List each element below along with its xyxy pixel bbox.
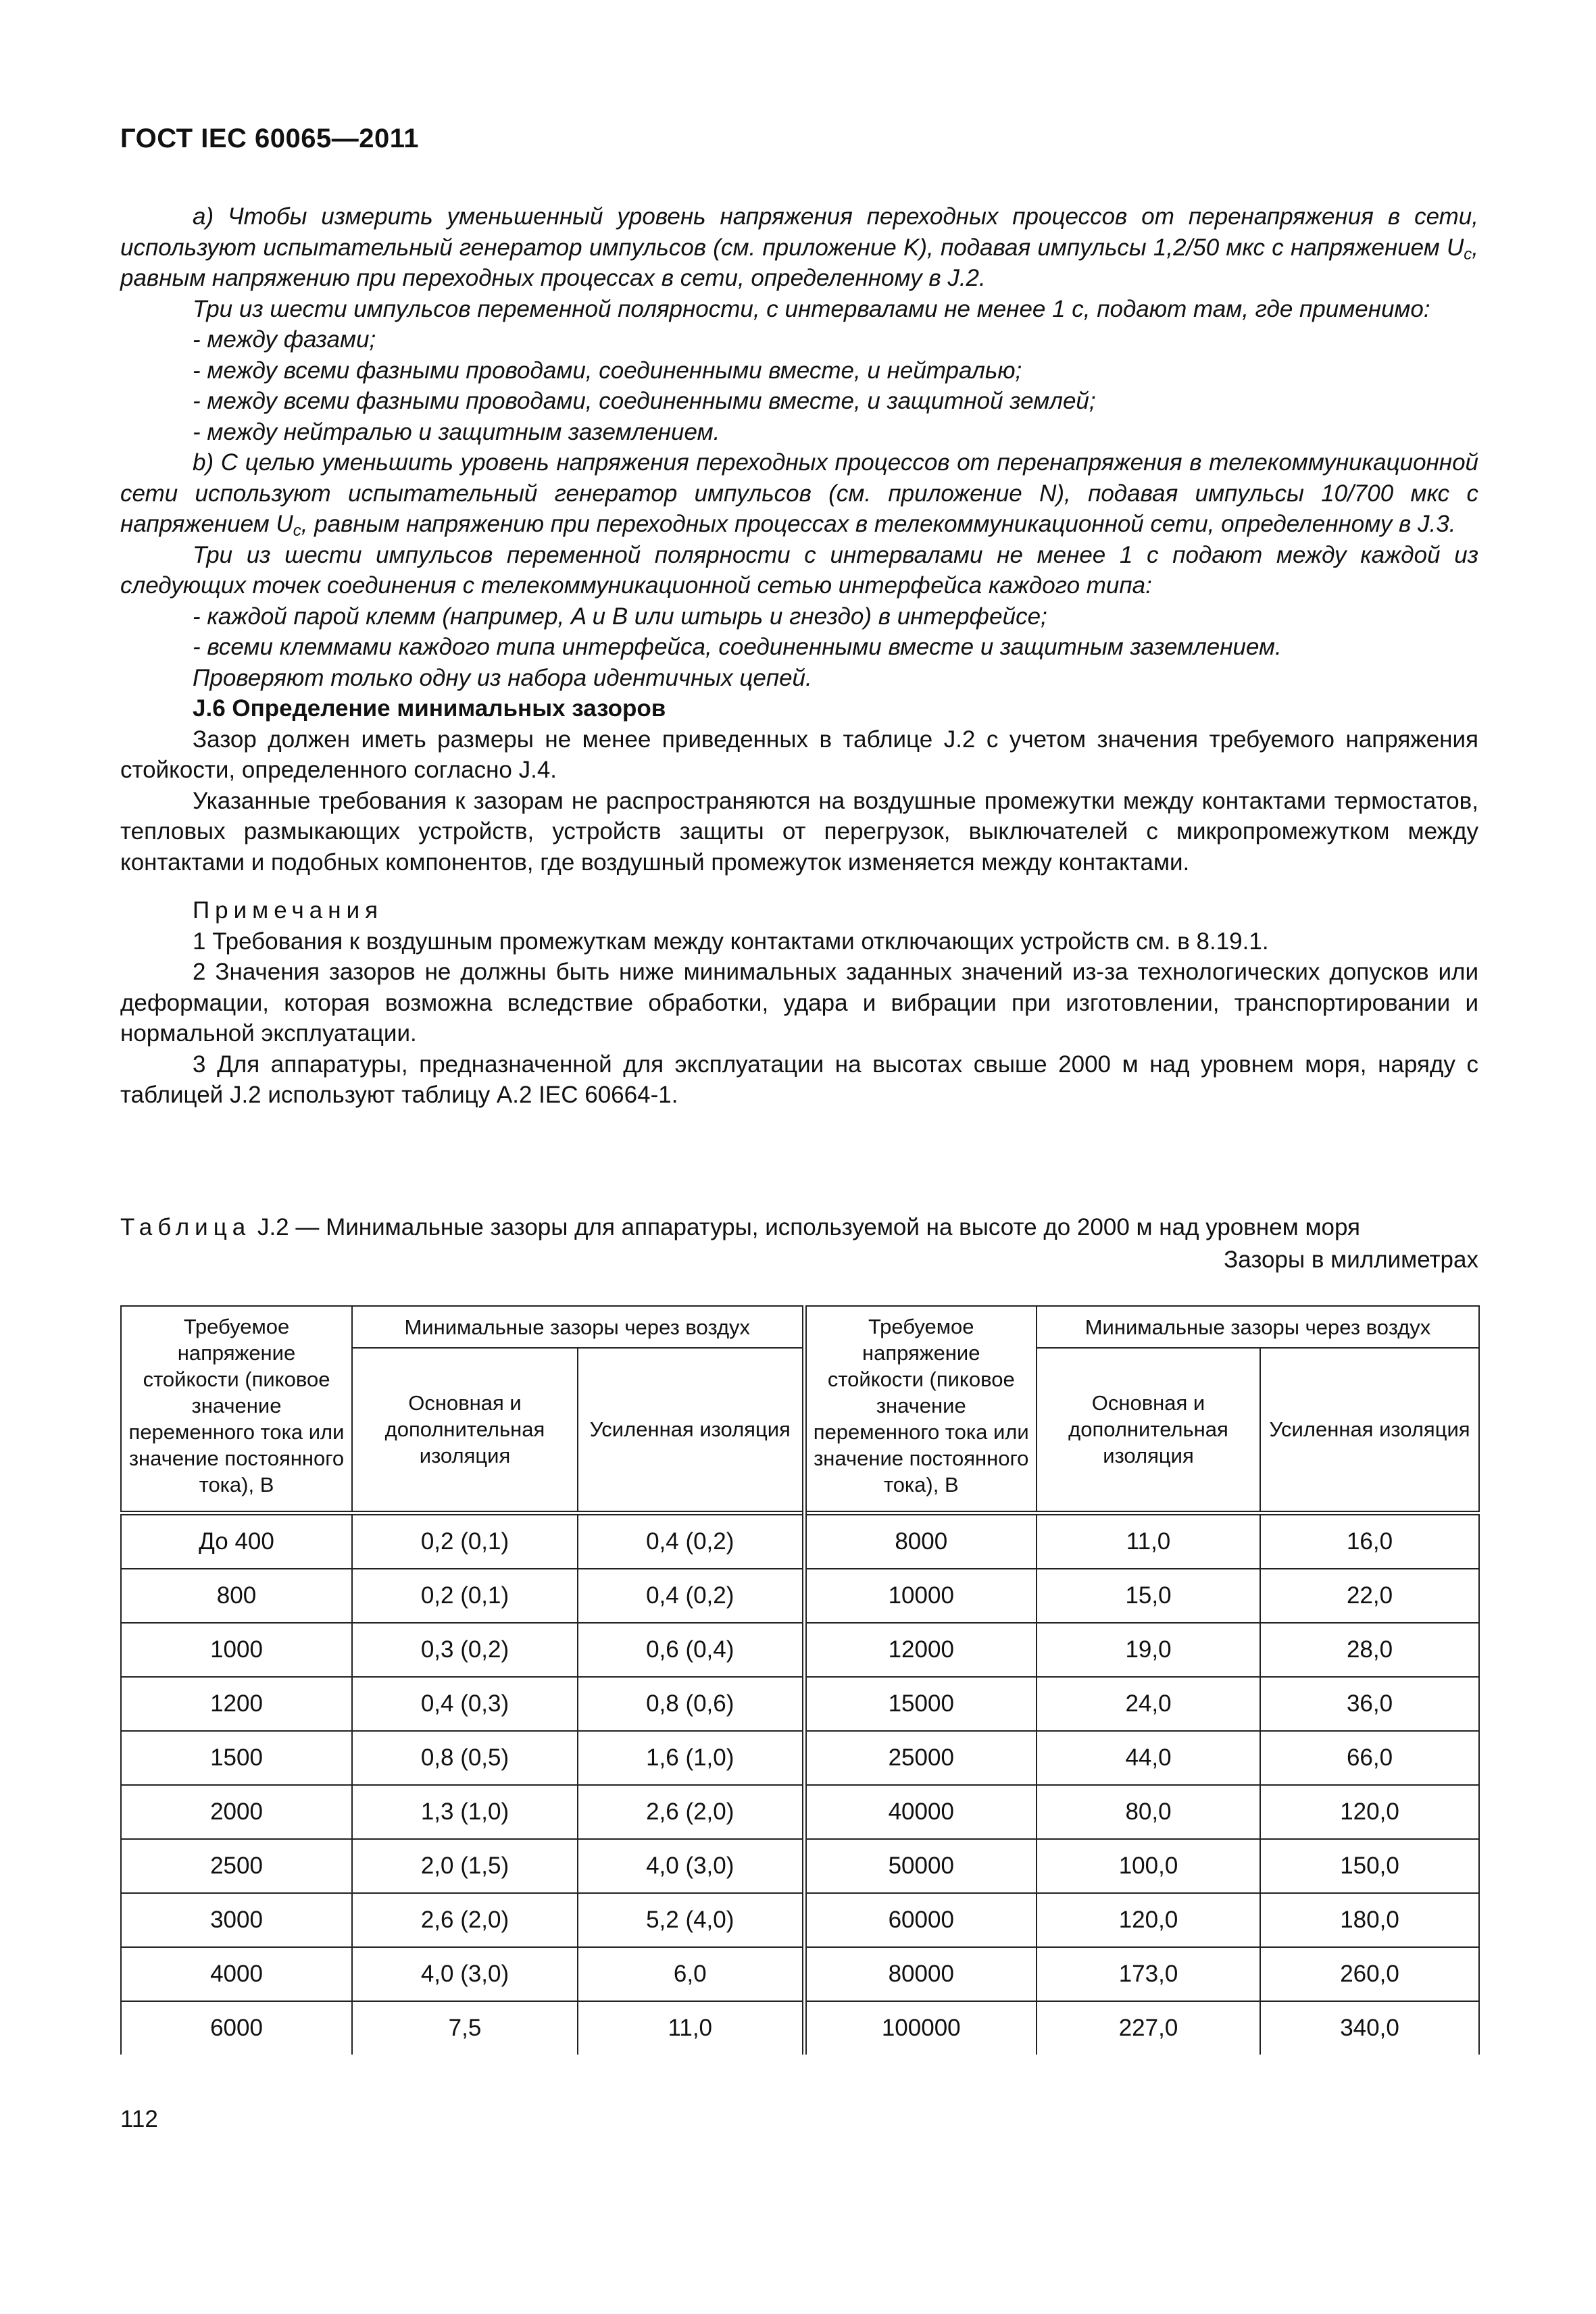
paragraph-requirements: Указанные требования к зазорам не распространяются на воздушные промежутки между контактами термостатов, тепловых размыкающих устройств, устройств защиты от перегрузок, выключателей с микропромежутком между контактами и подобных компонентов, где воздушный промежуток изменяется между контактами.: [120, 787, 1478, 876]
list-item: - между нейтралью и защитным заземлением.: [193, 418, 720, 445]
table-cell: 16,0: [1260, 1513, 1479, 1569]
table-cell: 4000: [121, 1947, 352, 2001]
table-row: [121, 1893, 1479, 1947]
note-item: 3 Для аппаратуры, предназначенной для эксплуатации на высотах свыше 2000 м над уровнем моря, наряду с таблицей J.2 используют таблицу А.2 IEC 60664-1.: [120, 1051, 1478, 1108]
table-cell: 0,2 (0,1): [352, 1569, 578, 1623]
header-reinforced-left: Усиленная изоляция: [578, 1348, 804, 1513]
table-cell: 12000: [804, 1623, 1037, 1677]
table-cell: 15,0: [1037, 1569, 1260, 1623]
body-text: [120, 201, 1478, 1111]
table-cell: 180,0: [1260, 1893, 1479, 1947]
table-cell: 40000: [804, 1785, 1037, 1839]
table-cell: 340,0: [1260, 2001, 1479, 2055]
table-cell: 120,0: [1260, 1785, 1479, 1839]
table-cell: 80000: [804, 1947, 1037, 2001]
table-row: [121, 1947, 1479, 2001]
header-voltage-right: Требуемое напряжение стойкости (пиковое значение переменного тока или значение постоянного тока), В: [804, 1306, 1037, 1513]
table-cell: 0,8 (0,6): [578, 1677, 804, 1731]
table-cell: 3000: [121, 1893, 352, 1947]
header-basic-right: Основная и дополнительная изоляция: [1037, 1348, 1260, 1513]
table-cell: 10000: [804, 1569, 1037, 1623]
table-row: [121, 1623, 1479, 1677]
table-cell: 2,6 (2,0): [352, 1893, 578, 1947]
table-cell: 8000: [804, 1513, 1037, 1569]
table-row: [121, 2001, 1479, 2055]
list-item: - между всеми фазными проводами, соединенными вместе, и нейтралью;: [193, 357, 1022, 384]
table-cell: 6,0: [578, 1947, 804, 2001]
table-cell: 80,0: [1037, 1785, 1260, 1839]
table-cell: 22,0: [1260, 1569, 1479, 1623]
table-cell: 4,0 (3,0): [352, 1947, 578, 2001]
table-cell: 0,3 (0,2): [352, 1623, 578, 1677]
table-cell: 0,2 (0,1): [352, 1513, 578, 1569]
table-body: [121, 1513, 1479, 2055]
table-cell: 5,2 (4,0): [578, 1893, 804, 1947]
table-cell: 7,5: [352, 2001, 578, 2055]
clearance-table: [120, 1305, 1480, 2055]
table-cell: 2,0 (1,5): [352, 1839, 578, 1893]
table-cell: 50000: [804, 1839, 1037, 1893]
table-cell: 11,0: [578, 2001, 804, 2055]
note-item: 1 Требования к воздушным промежуткам между контактами отключающих устройств см. в 8.19.1.: [193, 928, 1269, 955]
table-cell: 36,0: [1260, 1677, 1479, 1731]
table-cell: 1500: [121, 1731, 352, 1785]
table-cell: 120,0: [1037, 1893, 1260, 1947]
table-cell: 24,0: [1037, 1677, 1260, 1731]
table-cell: 1200: [121, 1677, 352, 1731]
header-group-left: Минимальные зазоры через воздух: [352, 1306, 804, 1348]
table-cell: 100000: [804, 2001, 1037, 2055]
header-basic-left: Основная и дополнительная изоляция: [352, 1348, 578, 1513]
table-row: [121, 1513, 1479, 1569]
table-cell: 4,0 (3,0): [578, 1839, 804, 1893]
table-caption-label: Таблица: [120, 1214, 251, 1240]
paragraph-a: а) Чтобы измерить уменьшенный уровень напряжения переходных процессов от перенапряжения в сети, используют испытательный генератор импульсов (см. приложение K), подавая импульсы 1,2/50 мкс с напряжением $U_c$, равным напряжению при переходных процессах в сети, определенному в J.2.: [120, 203, 1478, 291]
table-cell: 0,4 (0,2): [578, 1513, 804, 1569]
paragraph-three-telecom: Три из шести импульсов переменной полярности с интервалами не менее 1 с подают между каждой из следующих точек соединения с телекоммуникационной сетью интерфейса каждого типа:: [120, 541, 1478, 599]
table-cell: 2,6 (2,0): [578, 1785, 804, 1839]
table-cell: 11,0: [1037, 1513, 1260, 1569]
table-cell: До 400: [121, 1513, 352, 1569]
paragraph-b: b) С целью уменьшить уровень напряжения переходных процессов от перенапряжения в телекоммуникационной сети используют испытательный генератор импульсов (см. приложение N), подавая импульсы 10/700 мкс с напряжением $U_c$, равным напряжению при переходных процессах в телекоммуникационной сети, определенному в J.3.: [120, 449, 1478, 540]
paragraph-check: Проверяют только одну из набора идентичных цепей.: [193, 664, 812, 691]
table-cell: 800: [121, 1569, 352, 1623]
table-cell: 2000: [121, 1785, 352, 1839]
table-cell: 19,0: [1037, 1623, 1260, 1677]
table-cell: 66,0: [1260, 1731, 1479, 1785]
table-caption-text: J.2 — Минимальные зазоры для аппаратуры, используемой на высоте до 2000 м над уровнем моря: [251, 1214, 1361, 1240]
table-cell: 25000: [804, 1731, 1037, 1785]
header-group-right: Минимальные зазоры через воздух: [1037, 1306, 1479, 1348]
table-cell: 28,0: [1260, 1623, 1479, 1677]
table-cell: 44,0: [1037, 1731, 1260, 1785]
list-item: - между фазами;: [193, 326, 376, 353]
table-cell: 0,8 (0,5): [352, 1731, 578, 1785]
table-cell: 2500: [121, 1839, 352, 1893]
paragraph-clearance: Зазор должен иметь размеры не менее приведенных в таблице J.2 с учетом значения требуемого напряжения стойкости, определенного согласно J.4.: [120, 726, 1478, 783]
table-row: [121, 1839, 1479, 1893]
table-cell: 173,0: [1037, 1947, 1260, 2001]
table-cell: 1,3 (1,0): [352, 1785, 578, 1839]
list-item: - всеми клеммами каждого типа интерфейса, соединенными вместе и защитным заземлением.: [193, 634, 1282, 660]
paragraph-three-mains: Три из шести импульсов переменной полярности, с интервалами не менее 1 с, подают там, где применимо:: [193, 295, 1430, 322]
header-reinforced-right: Усиленная изоляция: [1260, 1348, 1479, 1513]
table-row: [121, 1569, 1479, 1623]
note-item: 2 Значения зазоров не должны быть ниже минимальных заданных значений из-за технологических допусков или деформации, которая возможна вследствие обработки, удара и вибрации при изготовлении, транспортировании и нормальной эксплуатации.: [120, 959, 1478, 1047]
table-cell: 100,0: [1037, 1839, 1260, 1893]
table-caption: [120, 1211, 1478, 1276]
document-header: ГОСТ IEC 60065—2011: [120, 124, 419, 153]
table-cell: 15000: [804, 1677, 1037, 1731]
list-item: - между всеми фазными проводами, соединенными вместе, и защитной землей;: [193, 388, 1096, 414]
table-cell: 150,0: [1260, 1839, 1479, 1893]
table-cell: 260,0: [1260, 1947, 1479, 2001]
notes-heading: Примечания: [193, 897, 384, 924]
table-cell: 0,6 (0,4): [578, 1623, 804, 1677]
table-cell: 1000: [121, 1623, 352, 1677]
table-cell: 1,6 (1,0): [578, 1731, 804, 1785]
table-row: [121, 1677, 1479, 1731]
table-units: Зазоры в миллиметрах: [1224, 1247, 1478, 1273]
table-cell: 60000: [804, 1893, 1037, 1947]
page-number: 112: [120, 2106, 158, 2132]
table-row: [121, 1731, 1479, 1785]
table-cell: 227,0: [1037, 2001, 1260, 2055]
section-heading: J.6 Определение минимальных зазоров: [193, 695, 666, 722]
table-cell: 0,4 (0,2): [578, 1569, 804, 1623]
table-row: [121, 1785, 1479, 1839]
header-voltage-left: Требуемое напряжение стойкости (пиковое значение переменного тока или значение постоянного тока), В: [121, 1306, 352, 1513]
table-cell: 6000: [121, 2001, 352, 2055]
list-item: - каждой парой клемм (например, A и B или штырь и гнездо) в интерфейсе;: [193, 603, 1047, 630]
table-cell: 0,4 (0,3): [352, 1677, 578, 1731]
